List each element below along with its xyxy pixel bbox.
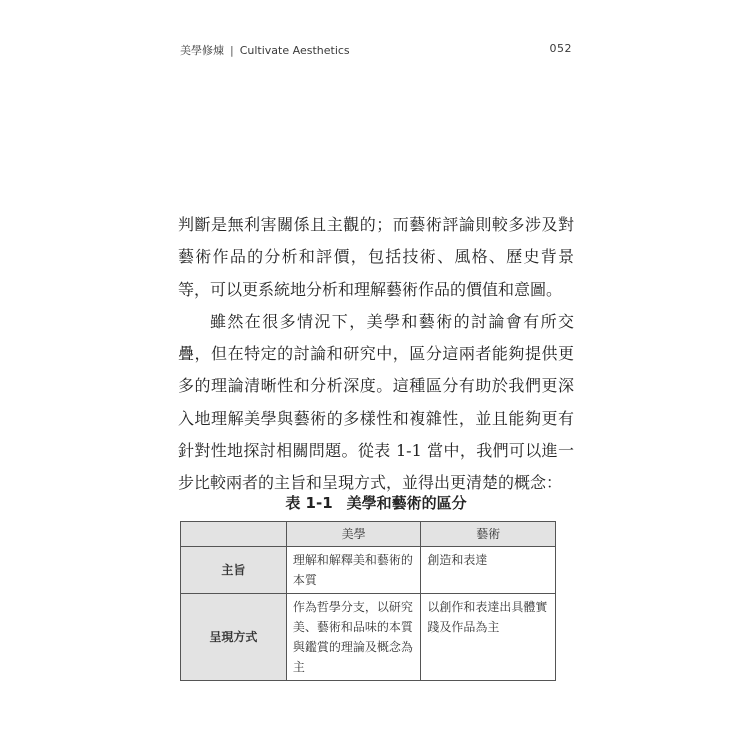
page-number: 052 bbox=[549, 42, 572, 55]
row-label-purpose: 主旨 bbox=[181, 547, 287, 594]
paragraph-1: 判斷是無利害關係且主觀的；而藝術評論則較多涉及對藝術作品的分析和評價，包括技術、風格、歷史背景等，可以更系統地分析和理解藝術作品的價值和意圖。 bbox=[178, 215, 574, 299]
book-title-zh: 美學修煉 bbox=[180, 44, 224, 57]
column-header-aesthetics: 美學 bbox=[286, 522, 421, 547]
running-header bbox=[180, 42, 572, 60]
row-label-presentation: 呈現方式 bbox=[181, 594, 287, 681]
comparison-table bbox=[180, 521, 556, 681]
cell-purpose-aesthetics: 理解和解釋美和藝術的本質 bbox=[286, 547, 421, 594]
table-row bbox=[181, 594, 556, 681]
cell-purpose-art: 創造和表達 bbox=[421, 547, 556, 594]
cell-presentation-aesthetics: 作為哲學分支，以研究美、藝術和品味的本質與鑑賞的理論及概念為主 bbox=[286, 594, 421, 681]
table-caption-title: 美學和藝術的區分 bbox=[346, 494, 467, 512]
table-corner-cell bbox=[181, 522, 287, 547]
header-separator: | bbox=[230, 44, 234, 57]
header-book-title bbox=[180, 42, 350, 58]
paragraph-2: 雖然在很多情況下，美學和藝術的討論會有所交疊，但在特定的討論和研究中，區分這兩者能夠提供更多的理論清晰性和分析深度。這種區分有助於我們更深入地理解美學與藝術的多樣性和複雜性，並且能夠更有針對性地探討相關問題。從表 1-1 當中，我們可以進一步比較兩者的主旨和呈現方式，並得出更清楚的概念： bbox=[178, 311, 574, 493]
book-title-en: Cultivate Aesthetics bbox=[239, 44, 350, 57]
table-header-row bbox=[181, 522, 556, 547]
table-caption bbox=[180, 492, 572, 513]
table-row bbox=[181, 547, 556, 594]
table-caption-number: 表 1-1 bbox=[285, 494, 333, 512]
body-text bbox=[178, 209, 574, 500]
column-header-art: 藝術 bbox=[421, 522, 556, 547]
cell-presentation-art: 以創作和表達出具體實踐及作品為主 bbox=[421, 594, 556, 681]
